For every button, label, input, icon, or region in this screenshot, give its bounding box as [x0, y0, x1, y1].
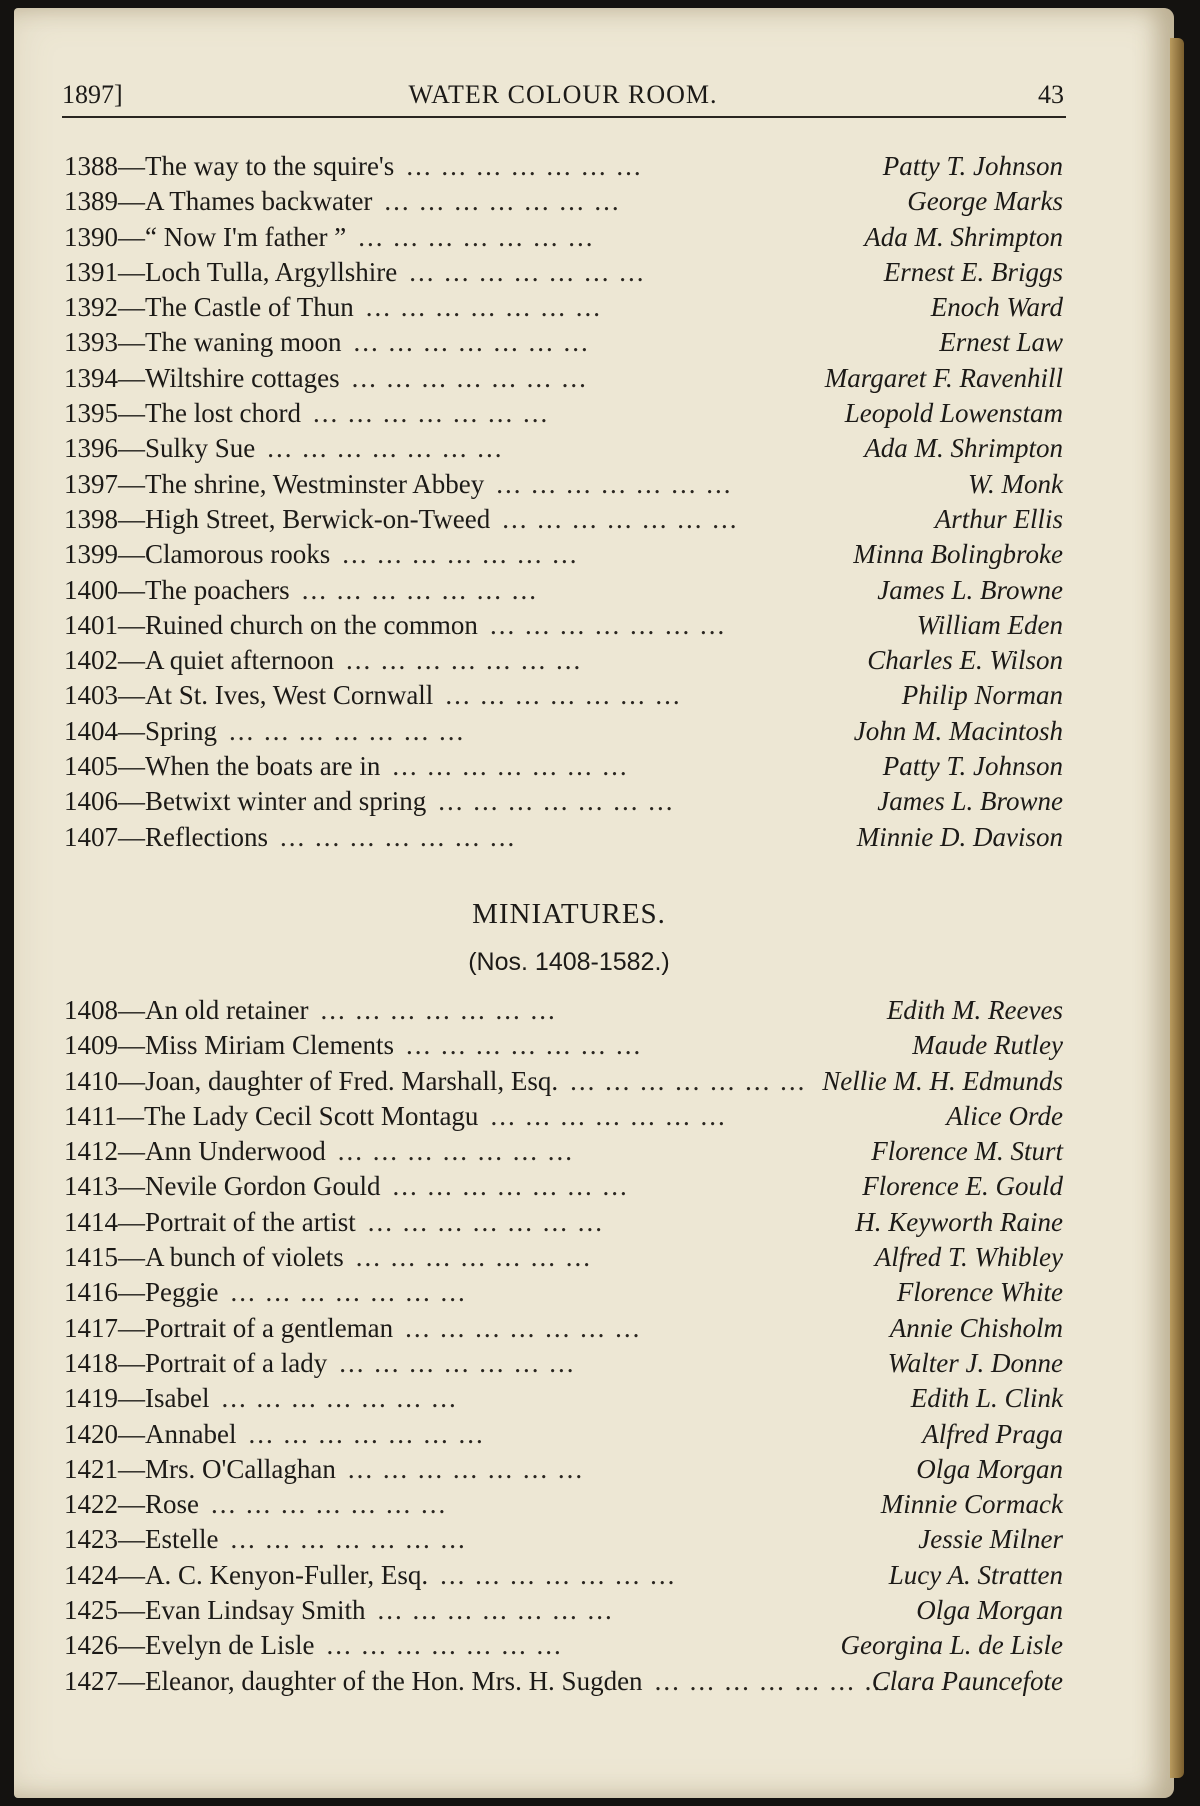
entry-number: 1402 [64, 645, 118, 676]
entry-artist: Patty T. Johnson [882, 751, 1063, 782]
dot-leaders: ... ... ... ... ... ... ... [406, 151, 643, 181]
dot-leaders: ... ... ... ... ... ... ... [345, 645, 583, 676]
entry-title: Evelyn de Lisle [145, 1630, 315, 1661]
entry-number: 1410 [64, 1065, 118, 1096]
header-rule [62, 116, 1066, 118]
page-edge [1170, 38, 1184, 1778]
entry-artist: Jessie Milner [918, 1524, 1063, 1555]
catalogue-entry: 1390—“ Now I'm father ” ... ... ... ... ... ... ... Ada M. Shrimpton [64, 220, 1067, 255]
catalogue-entry: 1427—Eleanor, daughter of the Hon. Mrs. H. Sugden ... ... ... ... ... ... ... Clara Pauncefote [64, 1664, 1067, 1699]
entry-artist: H. Keyworth Raine [855, 1206, 1063, 1237]
entry-title: A. C. Kenyon-Fuller, Esq. [145, 1559, 429, 1590]
entry-title: Eleanor, daughter of the Hon. Mrs. H. Sugden [145, 1665, 643, 1696]
dot-leaders: ... ... ... ... ... ... ... [339, 1347, 576, 1378]
entry-title: The lost chord [145, 398, 301, 429]
entry-number: 1397 [64, 468, 118, 499]
catalogue-entry: 1419—Isabel ... ... ... ... ... ... ... Edith L. Clink [64, 1381, 1067, 1416]
catalogue-entry: 1393—The waning moon ... ... ... ... ... ... ... Ernest Law [64, 325, 1067, 360]
dot-leaders: ... ... ... ... ... ... ... [355, 1242, 592, 1273]
entry-title: Peggie [145, 1277, 219, 1308]
catalogue-entry: 1392—The Castle of Thun ... ... ... ... ... ... ... Enoch Ward [64, 290, 1067, 325]
entry-title: The poachers [145, 574, 290, 605]
dot-leaders: ... ... ... ... ... ... ... [351, 362, 588, 393]
entry-artist: Ernest Law [939, 327, 1063, 358]
entry-title: Nevile Gordon Gould [145, 1171, 381, 1202]
entry-title: Loch Tulla, Argyllshire [145, 256, 398, 287]
catalogue-entry: 1422—Rose ... ... ... ... ... ... ... Minnie Cormack [64, 1487, 1067, 1522]
catalogue-entry: 1407—Reflections ... ... ... ... ... ... ... Minnie D. Davison [64, 820, 1067, 855]
dot-leaders: ... ... ... ... ... ... ... [377, 1595, 614, 1626]
entry-number: 1393 [64, 327, 118, 358]
dot-leaders: ... ... ... ... ... ... ... [445, 680, 682, 711]
dot-leaders: ... ... ... ... ... ... ... [347, 1453, 585, 1484]
dot-leaders: ... ... ... ... ... ... ... [337, 1136, 574, 1167]
entry-number: 1420 [64, 1418, 118, 1449]
entry-number: 1400 [64, 574, 118, 605]
dot-leaders: ... ... ... ... ... ... ... [502, 503, 739, 534]
running-header [62, 74, 1064, 114]
catalogue-entry: 1403—At St. Ives, West Cornwall ... ... ... ... ... ... ... Philip Norman [64, 678, 1067, 713]
entry-artist: Ada M. Shrimpton [864, 221, 1063, 252]
catalogue-entry: 1402—A quiet afternoon ... ... ... ... ... ... ... Charles E. Wilson [64, 643, 1067, 678]
catalogue-entry: 1412—Ann Underwood ... ... ... ... ... ... ... Florence M. Sturt [64, 1134, 1067, 1169]
entry-artist: Clara Pauncefote [871, 1665, 1063, 1696]
catalogue-entry: 1400—The poachers ... ... ... ... ... ... ... James L. Browne [64, 573, 1067, 608]
catalogue-entry: 1388—The way to the squire's ... ... ... ... ... ... ... Patty T. Johnson [64, 149, 1067, 184]
entry-artist: Arthur Ellis [934, 503, 1063, 534]
dot-leaders: ... ... ... ... ... ... ... [409, 256, 646, 287]
entry-number: 1403 [64, 680, 118, 711]
dot-leaders: ... ... ... ... ... ... ... [229, 715, 466, 746]
entry-title: A Thames backwater [145, 186, 373, 217]
catalogue-entry: 1394—Wiltshire cottages ... ... ... ... ... ... ... Margaret F. Ravenhill [64, 361, 1067, 396]
entry-title: The way to the squire's [145, 151, 395, 181]
catalogue-entry: 1395—The lost chord ... ... ... ... ... ... ... Leopold Lowenstam [64, 396, 1067, 431]
entry-title: The Castle of Thun [145, 292, 354, 323]
entry-number: 1411 [64, 1100, 117, 1131]
entry-artist: Ada M. Shrimpton [864, 433, 1063, 464]
dot-leaders: ... ... ... ... ... ... ... [230, 1277, 467, 1308]
entry-number: 1426 [64, 1630, 118, 1661]
entry-title: Miss Miriam Clements [145, 1030, 394, 1061]
entry-artist: James L. Browne [877, 786, 1063, 817]
header-title: WATER COLOUR ROOM. [408, 80, 718, 109]
entry-number: 1419 [64, 1383, 118, 1414]
section-range: (Nos. 1408-1582.) [468, 948, 670, 976]
dot-leaders: ... ... ... ... ... ... ... [496, 468, 733, 499]
dot-leaders: ... ... ... ... ... ... ... [438, 786, 675, 817]
page-number: 43 [1038, 80, 1064, 109]
dot-leaders: ... ... ... ... ... ... ... [267, 433, 504, 464]
entry-number: 1409 [64, 1030, 118, 1061]
entry-artist: Edith L. Clink [910, 1383, 1063, 1414]
entry-number: 1405 [64, 751, 118, 782]
catalogue-entry: 1398—High Street, Berwick-on-Tweed ... ... ... ... ... ... ... Arthur Ellis [64, 502, 1067, 537]
entry-title: The waning moon [145, 327, 342, 358]
catalogue-entry: 1406—Betwixt winter and spring ... ... ... ... ... ... ... James L. Browne [64, 784, 1067, 819]
entry-title: The shrine, Westminster Abbey [145, 468, 485, 499]
entry-title: Annabel [145, 1418, 237, 1449]
dot-leaders: ... ... ... ... ... ... ... [570, 1065, 807, 1096]
entry-number: 1398 [64, 503, 118, 534]
entry-title: Ruined church on the common [145, 609, 478, 640]
entry-title: Portrait of the artist [145, 1206, 356, 1237]
catalogue-entry: 1425—Evan Lindsay Smith ... ... ... ... ... ... ... Olga Morgan [64, 1593, 1067, 1628]
entry-title: “ Now I'm father ” [145, 221, 347, 252]
dot-leaders: ... ... ... ... ... ... ... [654, 1665, 891, 1696]
entry-number: 1423 [64, 1524, 118, 1555]
dot-leaders: ... ... ... ... ... ... ... [320, 995, 557, 1025]
catalogue-entry: 1424—A. C. Kenyon-Fuller, Esq. ... ... ... ... ... ... ... Lucy A. Stratten [64, 1558, 1067, 1593]
catalogue-entry: 1409—Miss Miriam Clements ... ... ... ... ... ... ... Maude Rutley [64, 1028, 1067, 1063]
dot-leaders: ... ... ... ... ... ... ... [301, 574, 538, 605]
dot-leaders: ... ... ... ... ... ... ... [221, 1383, 458, 1414]
entry-number: 1395 [64, 398, 118, 429]
entry-number: 1417 [64, 1312, 118, 1343]
entry-artist: W. Monk [968, 468, 1063, 499]
dot-leaders: ... ... ... ... ... ... ... [490, 1100, 727, 1131]
catalogue-entry: 1417—Portrait of a gentleman ... ... ... ... ... ... ... Annie Chisholm [64, 1311, 1067, 1346]
entry-title: Sulky Sue [145, 433, 256, 464]
entry-title: The Lady Cecil Scott Montagu [144, 1100, 479, 1131]
entry-artist: Annie Chisholm [889, 1312, 1063, 1343]
entry-artist: Nellie M. H. Edmunds [822, 1065, 1063, 1096]
section-heading: MINIATURES. [472, 898, 666, 930]
entry-artist: Maude Rutley [912, 1030, 1063, 1061]
catalogue-entry: 1415—A bunch of violets ... ... ... ... ... ... ... Alfred T. Whibley [64, 1240, 1067, 1275]
entry-number: 1406 [64, 786, 118, 817]
header-year: 1897] [62, 80, 123, 109]
entry-artist: Olga Morgan [916, 1453, 1063, 1484]
catalogue-entry: 1397—The shrine, Westminster Abbey ... ... ... ... ... ... ... W. Monk [64, 467, 1067, 502]
entry-number: 1394 [64, 362, 118, 393]
entry-title: Isabel [145, 1383, 210, 1414]
catalogue-entry: 1391—Loch Tulla, Argyllshire ... ... ... ... ... ... ... Ernest E. Briggs [64, 255, 1067, 290]
entry-artist: Minna Bolingbroke [853, 539, 1063, 570]
catalogue-entry: 1410—Joan, daughter of Fred. Marshall, Esq. ... ... ... ... ... ... ... Nellie M. H. Edmunds [64, 1064, 1067, 1099]
catalogue-entry: 1405—When the boats are in ... ... ... ... ... ... ... Patty T. Johnson [64, 749, 1067, 784]
dot-leaders: ... ... ... ... ... ... ... [211, 1489, 448, 1520]
entry-title: A quiet afternoon [145, 645, 334, 676]
dot-leaders: ... ... ... ... ... ... ... [440, 1559, 677, 1590]
catalogue-entry: 1418—Portrait of a lady ... ... ... ... ... ... ... Walter J. Donne [64, 1346, 1067, 1381]
entry-title: Spring [145, 715, 218, 746]
entry-artist: Philip Norman [901, 680, 1063, 711]
entry-number: 1416 [64, 1277, 118, 1308]
catalogue-entry: 1408—An old retainer ... ... ... ... ... ... ... Edith M. Reeves [64, 993, 1067, 1028]
entry-artist: Lucy A. Stratten [888, 1559, 1063, 1590]
entry-title: Portrait of a gentleman [145, 1312, 394, 1343]
entry-title: Betwixt winter and spring [145, 786, 427, 817]
entry-title: Mrs. O'Callaghan [145, 1453, 336, 1484]
catalogue-entry: 1416—Peggie ... ... ... ... ... ... ... Florence White [64, 1275, 1067, 1310]
entry-number: 1424 [64, 1559, 118, 1590]
entry-artist: Florence M. Sturt [871, 1136, 1063, 1167]
catalogue-entry: 1396—Sulky Sue ... ... ... ... ... ... ... Ada M. Shrimpton [64, 431, 1067, 466]
catalogue-entry: 1420—Annabel ... ... ... ... ... ... ... Alfred Praga [64, 1417, 1067, 1452]
entry-artist: Walter J. Donne [887, 1347, 1063, 1378]
entry-artist: Olga Morgan [916, 1595, 1063, 1626]
entry-title: At St. Ives, West Cornwall [145, 680, 434, 711]
entry-number: 1427 [64, 1665, 118, 1696]
dot-leaders: ... ... ... ... ... ... ... [384, 186, 621, 217]
entry-artist: William Eden [916, 609, 1063, 640]
catalogue-entry: 1421—Mrs. O'Callaghan ... ... ... ... ... ... ... Olga Morgan [64, 1452, 1067, 1487]
entry-number: 1407 [64, 821, 118, 852]
entry-number: 1414 [64, 1206, 118, 1237]
entry-number: 1415 [64, 1242, 118, 1273]
dot-leaders: ... ... ... ... ... ... ... [392, 751, 629, 782]
entry-title: Reflections [145, 821, 268, 852]
entry-number: 1422 [64, 1489, 118, 1520]
dot-leaders: ... ... ... ... ... ... ... [342, 539, 579, 570]
entry-artist: Minnie Cormack [880, 1489, 1063, 1520]
dot-leaders: ... ... ... ... ... ... ... [312, 398, 550, 429]
entry-title: Ann Underwood [145, 1136, 326, 1167]
entry-artist: Georgina L. de Lisle [840, 1630, 1063, 1661]
catalogue-entry: 1414—Portrait of the artist ... ... ... ... ... ... ... H. Keyworth Raine [64, 1205, 1067, 1240]
catalogue-entry: 1401—Ruined church on the common ... ... ... ... ... ... ... William Eden [64, 608, 1067, 643]
catalogue-entry: 1411—The Lady Cecil Scott Montagu ... ... ... ... ... ... ... Alice Orde [64, 1099, 1067, 1134]
dot-leaders: ... ... ... ... ... ... ... [365, 292, 602, 323]
entry-artist: Florence White [896, 1277, 1063, 1308]
entry-number: 1404 [64, 715, 118, 746]
entry-artist: Ernest E. Briggs [883, 256, 1063, 287]
catalogue-entry: 1413—Nevile Gordon Gould ... ... ... ... ... ... ... Florence E. Gould [64, 1169, 1067, 1204]
entry-number: 1391 [64, 256, 118, 287]
entry-number: 1421 [64, 1453, 118, 1484]
entry-title: A bunch of violets [145, 1242, 344, 1273]
dot-leaders: ... ... ... ... ... ... ... [358, 221, 595, 252]
entry-number: 1390 [64, 221, 118, 252]
entry-artist: John M. Macintosh [853, 715, 1063, 746]
catalogue-entry: 1426—Evelyn de Lisle ... ... ... ... ... ... ... Georgina L. de Lisle [64, 1628, 1067, 1663]
water-colour-list [64, 149, 1067, 855]
entry-title: Portrait of a lady [145, 1347, 328, 1378]
entry-number: 1396 [64, 433, 118, 464]
entry-title: Clamorous rooks [145, 539, 331, 570]
catalogue-entry: 1404—Spring ... ... ... ... ... ... ... John M. Macintosh [64, 714, 1067, 749]
entry-title: An old retainer [145, 995, 309, 1025]
entry-artist: Alfred T. Whibley [874, 1242, 1063, 1273]
dot-leaders: ... ... ... ... ... ... ... [367, 1206, 604, 1237]
entry-number: 1408 [64, 995, 118, 1025]
entry-number: 1401 [64, 609, 118, 640]
catalogue-entry: 1423—Estelle ... ... ... ... ... ... ... Jessie Milner [64, 1522, 1067, 1557]
entry-artist: Patty T. Johnson [882, 151, 1063, 181]
entry-number: 1418 [64, 1347, 118, 1378]
dot-leaders: ... ... ... ... ... ... ... [248, 1418, 485, 1449]
catalogue-page [14, 8, 1174, 1798]
entry-title: Evan Lindsay Smith [145, 1595, 366, 1626]
entry-number: 1413 [64, 1171, 118, 1202]
dot-leaders: ... ... ... ... ... ... ... [406, 1030, 643, 1061]
entry-artist: Margaret F. Ravenhill [824, 362, 1063, 393]
entry-title: Estelle [145, 1524, 219, 1555]
dot-leaders: ... ... ... ... ... ... ... [326, 1630, 563, 1661]
catalogue-entry: 1399—Clamorous rooks ... ... ... ... ... ... ... Minna Bolingbroke [64, 537, 1067, 572]
entry-artist: Leopold Lowenstam [844, 398, 1063, 429]
entry-number: 1388 [64, 151, 118, 181]
entry-artist: Edith M. Reeves [886, 995, 1063, 1025]
entry-number: 1425 [64, 1595, 118, 1626]
entry-artist: Florence E. Gould [862, 1171, 1063, 1202]
entry-artist: Charles E. Wilson [867, 645, 1063, 676]
dot-leaders: ... ... ... ... ... ... ... [353, 327, 590, 358]
entry-artist: Alfred Praga [922, 1418, 1063, 1449]
entry-number: 1392 [64, 292, 118, 323]
miniatures-list [64, 993, 1067, 1699]
catalogue-entry: 1389—A Thames backwater ... ... ... ... ... ... ... George Marks [64, 184, 1067, 219]
entry-title: When the boats are in [145, 751, 381, 782]
dot-leaders: ... ... ... ... ... ... ... [230, 1524, 467, 1555]
entry-title: High Street, Berwick-on-Tweed [145, 503, 491, 534]
dot-leaders: ... ... ... ... ... ... ... [279, 821, 517, 852]
entry-number: 1399 [64, 539, 118, 570]
entry-title: Wiltshire cottages [145, 362, 340, 393]
dot-leaders: ... ... ... ... ... ... ... [489, 609, 727, 640]
entry-title: Rose [145, 1489, 199, 1520]
entry-number: 1412 [64, 1136, 118, 1167]
entry-title: Joan, daughter of Fred. Marshall, Esq. [145, 1065, 559, 1096]
entry-artist: Enoch Ward [930, 292, 1063, 323]
entry-artist: Alice Orde [946, 1100, 1063, 1131]
dot-leaders: ... ... ... ... ... ... ... [405, 1312, 642, 1343]
dot-leaders: ... ... ... ... ... ... ... [392, 1171, 629, 1202]
entry-artist: Minnie D. Davison [856, 821, 1063, 852]
entry-artist: George Marks [907, 186, 1063, 217]
entry-number: 1389 [64, 186, 118, 217]
entry-artist: James L. Browne [877, 574, 1063, 605]
